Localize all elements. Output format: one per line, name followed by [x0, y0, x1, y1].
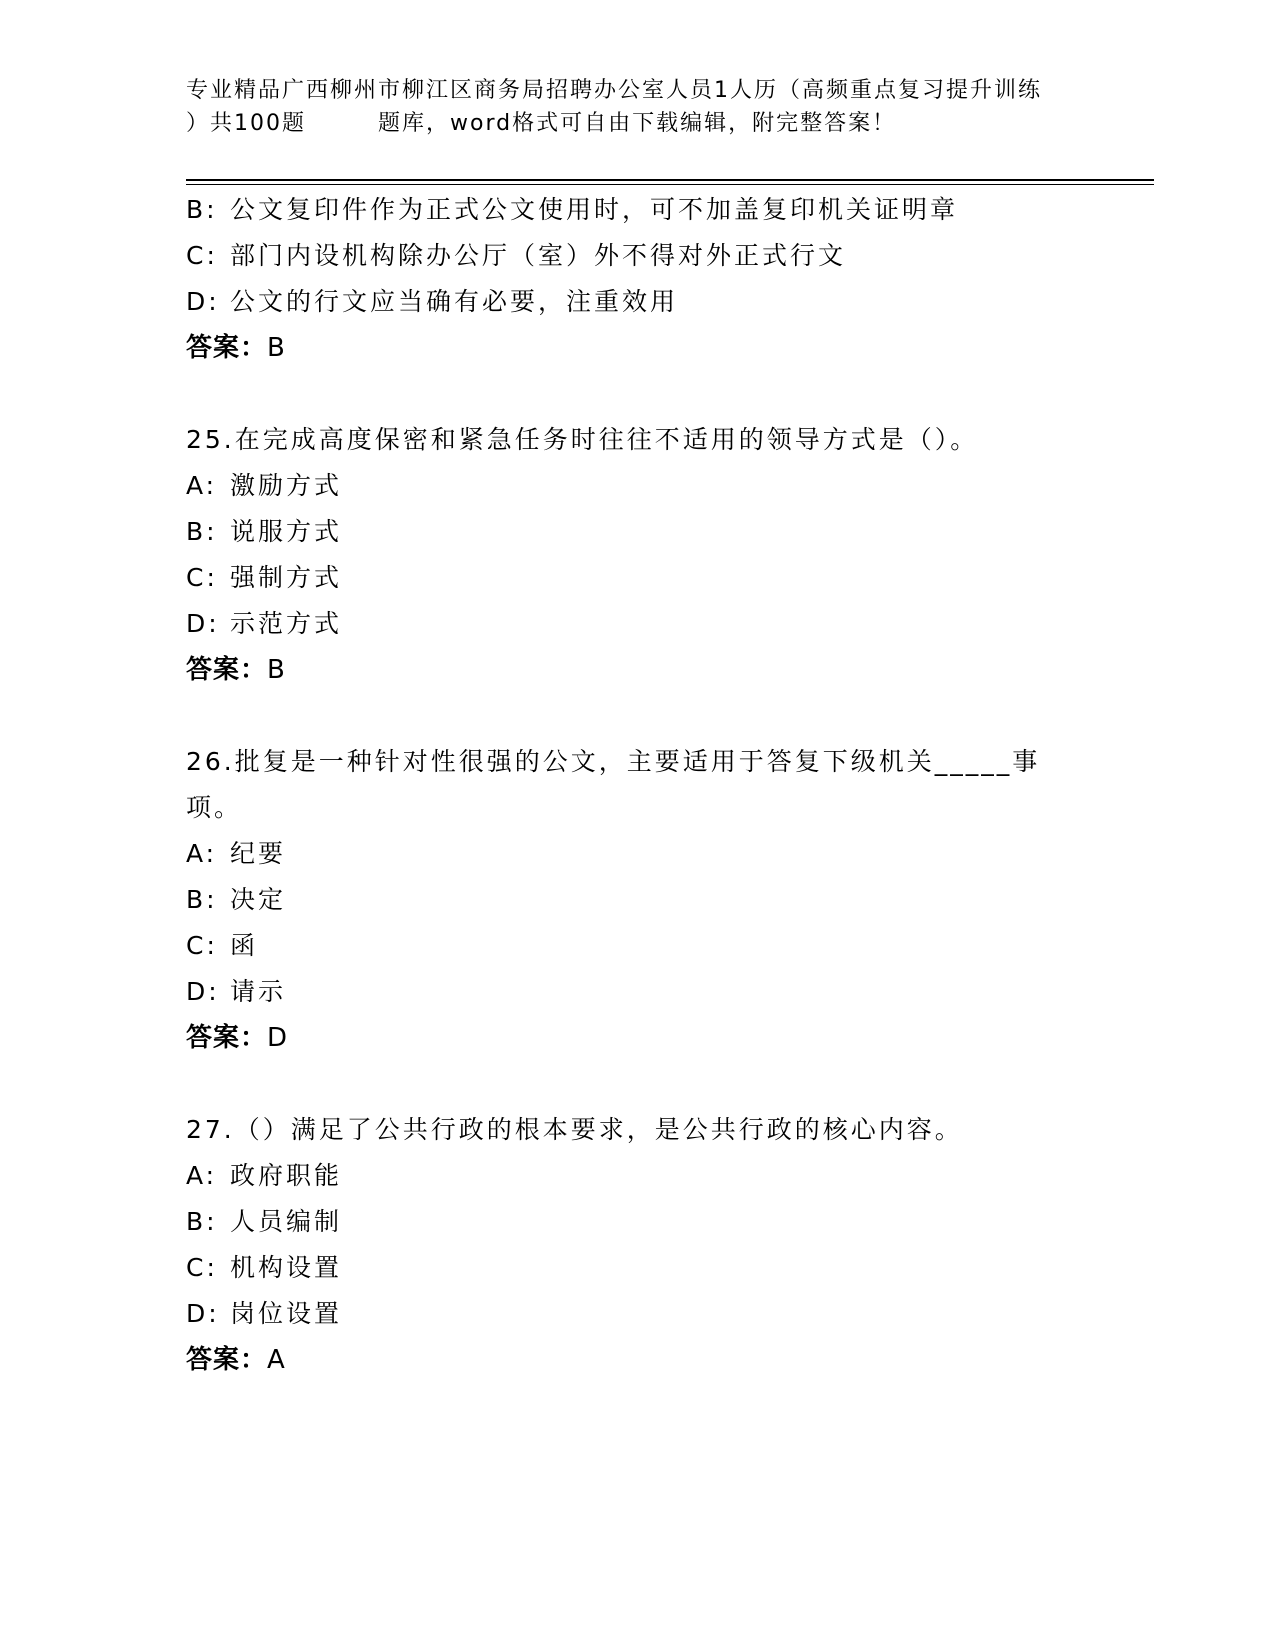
option-c [186, 1245, 1086, 1291]
option-text: 决定 [230, 885, 287, 914]
header-line-2-part-1: ）共100题 [186, 111, 306, 136]
answer-label: 答案： [186, 655, 268, 685]
option-letter: D: [186, 1299, 220, 1328]
header-line-2 [186, 107, 1086, 140]
option-c [186, 555, 1086, 601]
option-text: 机构设置 [230, 1253, 343, 1282]
option-a [186, 1153, 1086, 1199]
option-text: 公文复印件作为正式公文使用时，可不加盖复印机关证明章 [230, 195, 959, 224]
option-letter: B: [186, 195, 218, 224]
option-letter: C: [186, 931, 218, 960]
option-text: 政府职能 [230, 1161, 343, 1190]
option-text: 强制方式 [230, 563, 343, 592]
option-text: 示范方式 [230, 609, 343, 638]
answer-value: B [267, 333, 286, 363]
option-b [186, 877, 1086, 923]
option-d [186, 601, 1086, 647]
header-divider-thin [186, 184, 1154, 185]
answer-label: 答案： [186, 1023, 268, 1053]
option-letter: C: [186, 1253, 218, 1282]
option-d [186, 279, 1086, 325]
option-text: 人员编制 [230, 1207, 343, 1236]
answer-line [186, 647, 1086, 693]
option-text: 函 [230, 931, 259, 960]
option-letter: B: [186, 885, 218, 914]
option-text: 激励方式 [230, 471, 343, 500]
question-stem: 27.（）满足了公共行政的根本要求，是公共行政的核心内容。 [186, 1115, 963, 1144]
option-text: 公文的行文应当确有必要，注重效用 [230, 287, 679, 316]
option-letter: C: [186, 563, 218, 592]
question-25 [186, 417, 1086, 693]
option-b [186, 1199, 1086, 1245]
header-divider-thick [186, 179, 1154, 181]
option-letter: C: [186, 241, 218, 270]
option-c [186, 233, 1086, 279]
question-27 [186, 1107, 1086, 1383]
answer-label: 答案： [186, 333, 268, 363]
answer-line [186, 325, 1086, 371]
option-letter: B: [186, 517, 218, 546]
question-stem: 26.批复是一种针对性很强的公文，主要适用于答复下级机关_____事项。 [186, 747, 1041, 822]
option-text: 说服方式 [230, 517, 343, 546]
option-b [186, 509, 1086, 555]
answer-value: D [267, 1023, 289, 1053]
option-d [186, 1291, 1086, 1337]
document-header [186, 74, 1086, 140]
answer-value: B [267, 655, 286, 685]
header-line-2-part-2: 题库，word格式可自由下载编辑，附完整答案！ [378, 111, 897, 136]
question-content [186, 187, 1086, 1383]
option-letter: A: [186, 839, 218, 868]
option-text: 纪要 [230, 839, 287, 868]
option-letter: D: [186, 609, 220, 638]
question-stem: 25.在完成高度保密和紧急任务时往往不适用的领导方式是（）。 [186, 425, 979, 454]
option-a [186, 831, 1086, 877]
answer-label: 答案： [186, 1345, 268, 1375]
option-letter: A: [186, 471, 218, 500]
header-line-1: 专业精品广西柳州市柳江区商务局招聘办公室人员1人历（高频重点复习提升训练 [186, 78, 1042, 103]
answer-line [186, 1337, 1086, 1383]
option-text: 请示 [230, 977, 287, 1006]
answer-value: A [267, 1345, 286, 1375]
option-a [186, 463, 1086, 509]
question-24-tail [186, 187, 1086, 371]
option-c [186, 923, 1086, 969]
option-letter: D: [186, 287, 220, 316]
option-text: 岗位设置 [230, 1299, 343, 1328]
option-letter: B: [186, 1207, 218, 1236]
option-letter: A: [186, 1161, 218, 1190]
option-letter: D: [186, 977, 220, 1006]
answer-line [186, 1015, 1086, 1061]
option-text: 部门内设机构除办公厅（室）外不得对外正式行文 [230, 241, 847, 270]
option-b [186, 187, 1086, 233]
option-d [186, 969, 1086, 1015]
question-26 [186, 739, 1086, 1061]
